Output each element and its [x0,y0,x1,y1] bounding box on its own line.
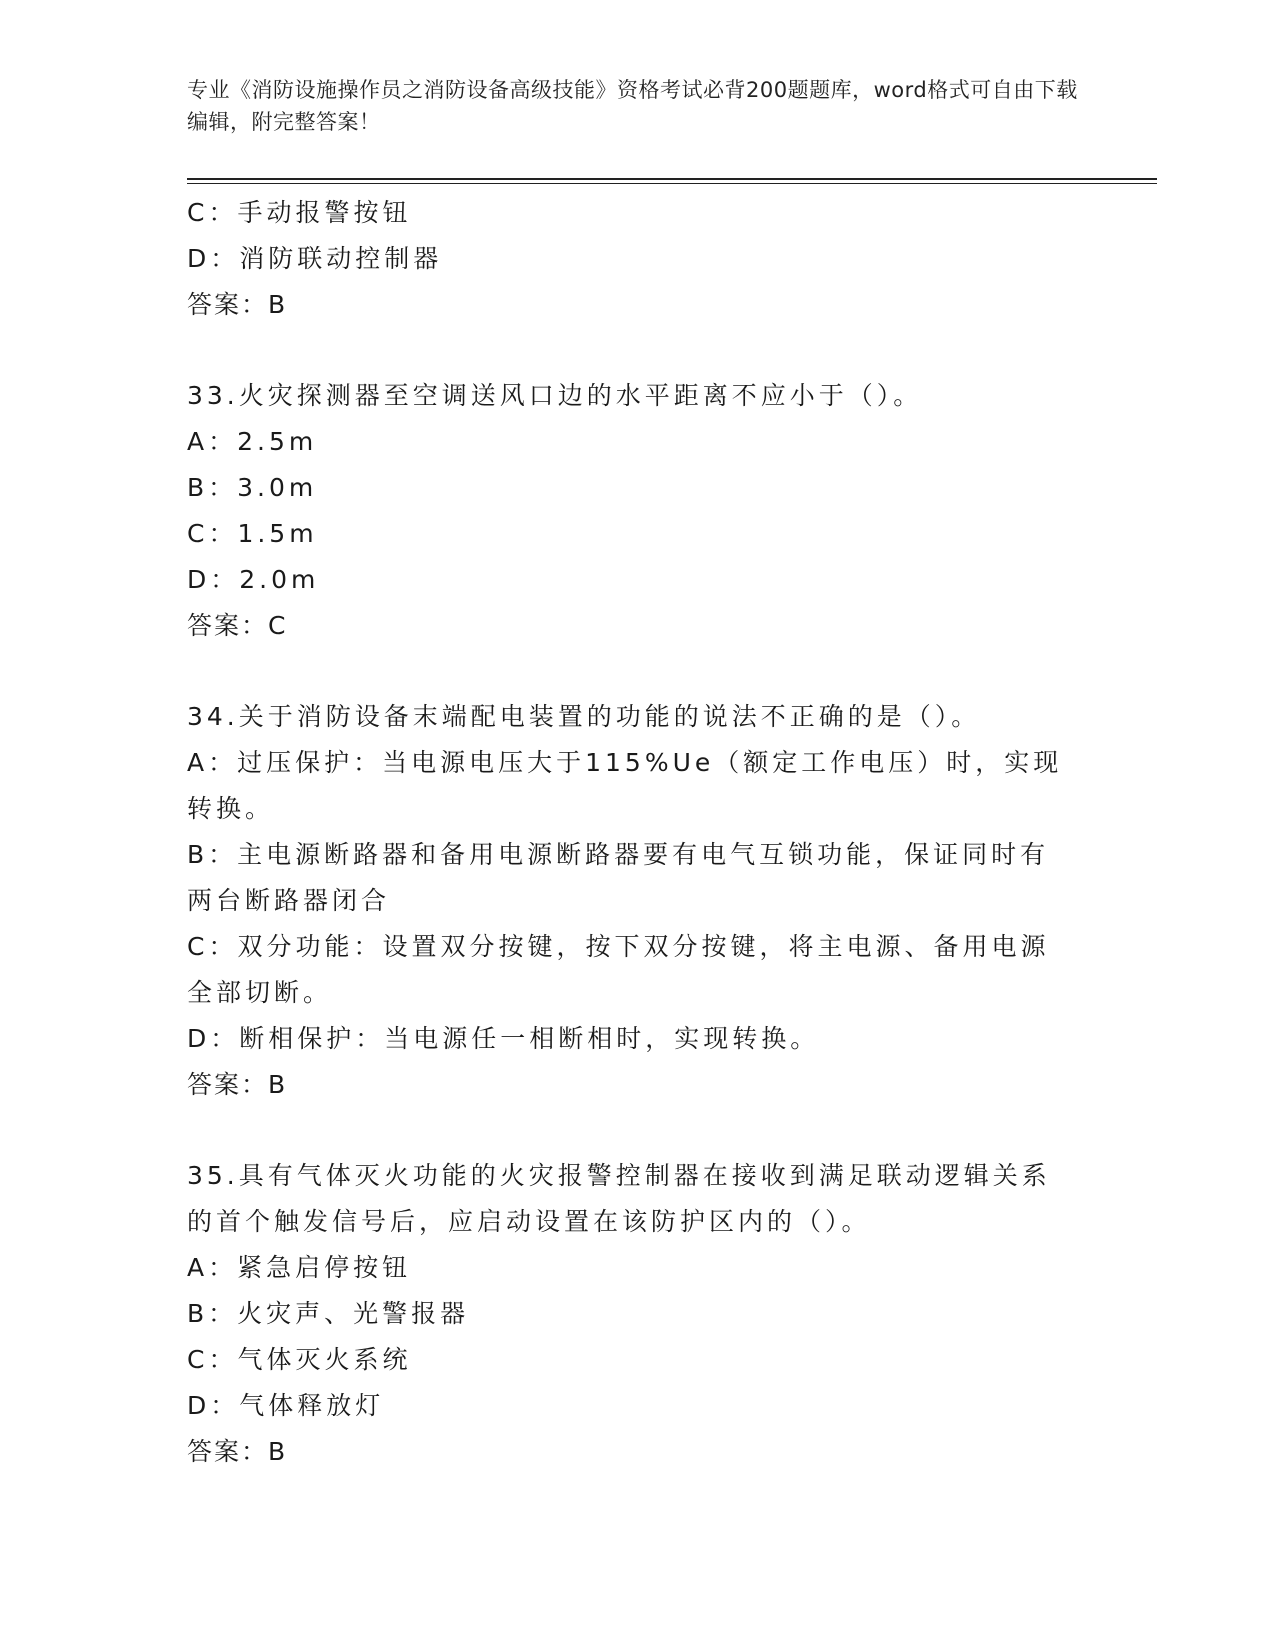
header-rule-thick [187,178,1157,180]
option-c: C：1.5m [187,519,318,548]
option-b: B：3.0m [187,473,318,502]
answer-line: 答案：B [187,1070,288,1099]
option-c: C：手动报警按钮 [187,198,412,227]
header-rule-thin [187,183,1157,184]
option-d: D：断相保护：当电源任一相断相时，实现转换。 [187,1024,820,1053]
page-header: 专业《消防设施操作员之消防设备高级技能》资格考试必背200题题库，word格式可自由下载编辑，附完整答案！ [187,78,1078,134]
answer-line: 答案：B [187,290,288,319]
option-c: C：双分功能：设置双分按键，按下双分按键，将主电源、备用电源全部切断。 [187,932,1050,1007]
question-block-33 [187,373,1087,649]
option-a: A：2.5m [187,427,318,456]
option-d: D：2.0m [187,565,320,594]
answer-line: 答案：C [187,611,288,640]
question-content [187,190,1087,1475]
option-b: B：火灾声、光警报器 [187,1299,470,1328]
question-stem: 35.具有气体灭火功能的火灾报警控制器在接收到满足联动逻辑关系的首个触发信号后，应启动设置在该防护区内的（）。 [187,1161,1051,1236]
option-a: A：紧急启停按钮 [187,1253,412,1282]
question-stem: 34.关于消防设备末端配电装置的功能的说法不正确的是（）。 [187,702,981,731]
option-c: C：气体灭火系统 [187,1345,412,1374]
question-block-35 [187,1153,1087,1475]
option-d: D：气体释放灯 [187,1391,385,1420]
answer-line: 答案：B [187,1437,288,1466]
option-d: D：消防联动控制器 [187,244,443,273]
question-stem: 33.火灾探测器至空调送风口边的水平距离不应小于（）。 [187,381,923,410]
option-b: B：主电源断路器和备用电源断路器要有电气互锁功能，保证同时有两台断路器闭合 [187,840,1050,915]
question-block-34 [187,694,1087,1108]
option-a: A：过压保护：当电源电压大于115%Ue（额定工作电压）时，实现转换。 [187,748,1063,823]
question-block-prev [187,190,1087,328]
